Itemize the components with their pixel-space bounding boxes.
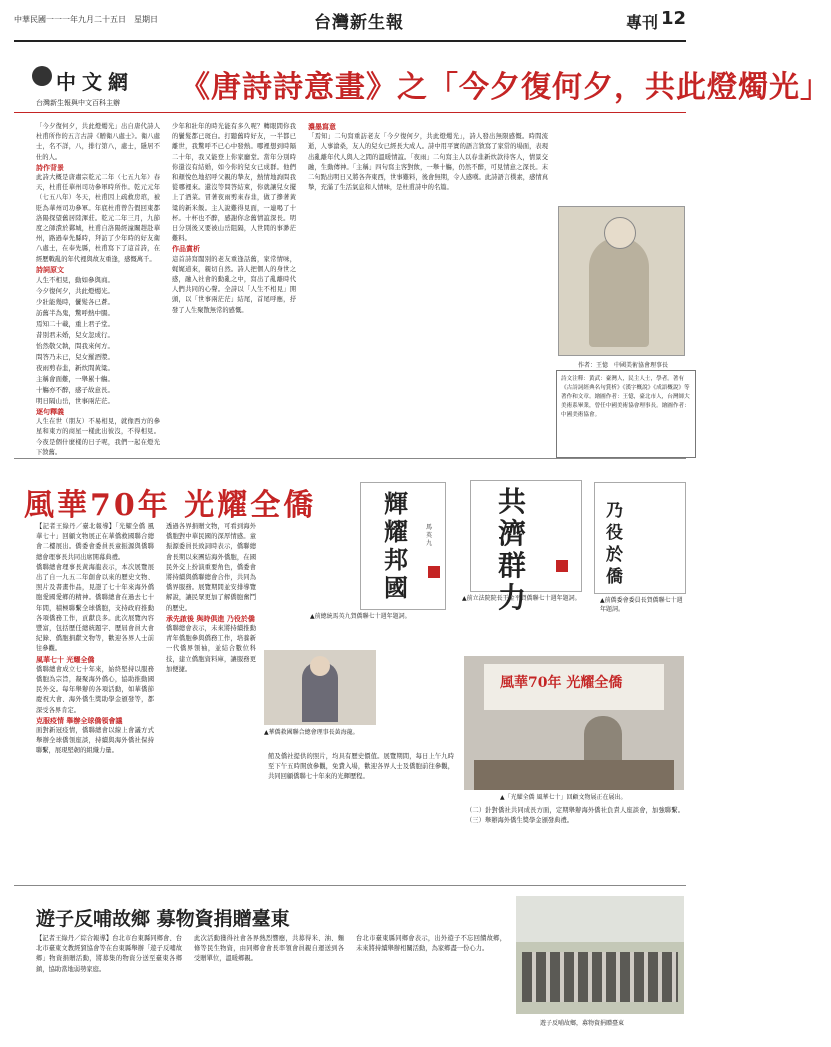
poem-text: 人生不相見，動如參與商。 今夕復何夕，共此燈燭光。 少壯能幾時，鬢髮各已蒼。 訪舊半為鬼，驚呼熱中腸。 焉知二十載，重上君子堂。 昔別君未婚，兒女忽成行。 怡然敬父執，問我來何方。 問答乃未已，兒女羅酒漿。 夜雨剪春韭，新炊間黃粱。 主稱會面難，一舉累十觴。 十觴亦不醉，感子故意長。 明日隔山岳，世事兩茫茫。 — [36, 276, 114, 406]
article2-col4-text: （二）針對僑社共同成長方面，定期舉辦海外僑社負責人座談會，加強聯繫。（三）舉辦海外僑生獎學金頒發典禮。 — [466, 807, 684, 825]
calligraphy-c: 乃役於僑 — [606, 501, 623, 587]
bio-text: 詩文注釋：黃武：臺灣人，民主人士，學者。著有《古詩詞經典名句賞析》《漢字概說》《成語概說》等著作和文章。繪圖作者：王憶，臺北市人，台灣師大美術系畢業，曾任中國美術協會理事長。繪圖作者：中國美術協會。 — [561, 376, 690, 418]
group-photo — [516, 896, 684, 1014]
subhead-appreciation: 作品賞析 — [172, 244, 200, 254]
explanation-text: 人生在世（朋友）不易相見，就像西方的參星和東方的商星一樣此出彼沒，不得相見。今夜是個什麼樣的日子呢，我們一起在燈光下敘舊。 — [36, 418, 160, 456]
calligraphy-a-sign: 馬英九 — [426, 524, 433, 547]
headline-rule — [14, 112, 686, 113]
page-number: 12 — [660, 8, 686, 29]
article3-col3 — [356, 934, 506, 1034]
article2-text3: 面對新冠疫情，僑聯總會以線上會議方式舉辦全球僑領座談，持續與海外僑社保持聯繫，展現堅韌的組織力量。 — [36, 727, 154, 755]
logo-name: 中文網 — [56, 70, 134, 94]
article1-col2 — [172, 122, 296, 452]
article2-col2 — [166, 522, 256, 878]
group-people — [522, 952, 678, 1002]
article1-col3 — [308, 122, 548, 452]
article1-intro: 「今夕復何夕，共此燈燭光」出自唐代詩人杜甫所作的五言古詩《贈衛八處士》。衛八處士，名不詳，八，排行第八，處士，隱居不仕的人。 — [36, 123, 160, 161]
calligraphy-b: 共濟群力 — [498, 485, 527, 614]
logo-sub: 台灣新生報與中文百科主辦 — [36, 99, 120, 107]
article2-col4 — [466, 806, 684, 880]
article1-col1 — [36, 122, 160, 456]
explanation-cont: 少年和壯年的時光能有多久呢？轉眼間你我的鬢髮都已斑白。打聽舊時好友，一半都已離世，我驚呼不已心中發熱。哪裡想到時隔二十年，我又能登上你家廳堂。當年分別時你還沒有結婚，如今你的兒女已成群。他們和顏悅色地招呼父親的摯友，熱情地詢問我從哪裡來。還沒等問答結束，你就讓兒女擺上了酒菜。冒著夜雨剪來春韭，做了摻著黃粱的新米飯。主人說難得見面，一連喝了十杯。十杯也不醉，感謝你念舊情誼深長。明日分別後又要被山岳阻隔，人世間的事渺茫難料。 — [172, 123, 296, 243]
photo2-caption: ▲華僑救國聯合總會理事長黃海龍。 — [264, 729, 359, 736]
article2-sub3: 承先啟後 與時俱進 乃役於僑 — [166, 613, 255, 623]
group-photo-caption: 遊子反哺故鄉，募物資捐贈臺東 — [540, 1020, 625, 1027]
article3-text2: 此次活動獲得社會各界熱烈響應，共募得米、油、麵條等民生物資，由同鄉會會長率領會員親自運送到各受贈單位，溫暖鄉親。 — [194, 935, 344, 963]
person-head — [310, 656, 330, 676]
article3-headline: 遊子反哺故鄉 募物資捐贈臺東 — [36, 908, 290, 930]
article3-text3: 台北市臺東縣同鄉會表示，出外遊子不忘回饋故鄉，未來將持續舉辦相關活動，為家鄉盡一份心力。 — [356, 935, 506, 953]
page-header — [14, 0, 686, 42]
photo3-caption: ▲「光耀全僑 風華七十」回顧文物展正在展出。 — [500, 794, 627, 801]
article3-col1 — [36, 934, 182, 1034]
logo-seal-icon — [32, 66, 52, 86]
sky — [516, 896, 684, 942]
subhead-poem: 詩詞原文 — [36, 264, 64, 274]
article2-col1 — [36, 522, 154, 878]
figure-head — [604, 217, 636, 249]
masthead: 台灣新生報 — [314, 13, 404, 33]
article3-col2 — [194, 934, 344, 1034]
display-table — [474, 760, 674, 790]
article2-col2-text: 透過各界捐贈文物，可看到海外僑胞對中華民國的深厚情感。童振源委員長致詞時表示，僑聯總會長期以來團結海外僑胞，在國民外交上扮演重要角色，僑委會將持續與僑聯總會合作，共同為僑界服務。展覽期間並安排導覽解說，讓民眾更加了解僑胞奮鬥的歷史。 — [166, 523, 256, 612]
painting-image — [558, 206, 685, 356]
article2-headline: 風華70年 光耀全僑 — [24, 488, 317, 523]
section-divider-2 — [14, 885, 686, 886]
caption-b: ▲前立法院院長王金平賀僑聯七十週年題詞。 — [462, 595, 581, 602]
caption-c: ▲前僑委會委員長賀僑聯七十週年題詞。 — [600, 597, 683, 613]
author-bio-box — [556, 370, 696, 458]
calligraphy-a: 輝耀邦國 — [384, 489, 408, 602]
section-divider — [14, 458, 686, 459]
seal-b-icon — [556, 560, 568, 572]
article2-col2b: 僑聯總會表示，未來將持續推動青年僑胞參與僑務工作，培養新一代僑界領袖，並結合數位科技，建立僑胞資料庫，讓服務更加便捷。 — [166, 625, 256, 673]
article3-text1: 【記者王綠丹／綜合報導】台北市台東縣同鄉會、台北市臺東文教經貿協會等在台東縣舉辦「遊子反哺故鄉」物資捐贈活動，將募集的物資分送至臺東各鄉鎮，協助當地弱勢家庭。 — [36, 935, 182, 973]
appreciation-text: 這首詩寫闊別的老友重逢話舊，家常情味，娓娓道來，親切自然。詩人把個人的身世之感，融入社會的動亂之中，寫出了亂離時代人們共同的心聲。全詩以「人生不相見」開頭，以「世事兩茫茫」結尾，首尾呼應，抒發了人生聚散無常的感慨。 — [172, 255, 296, 314]
ink-text: 「焉知」二句寫重訪老友「今夕復何夕，共此燈燭光」，詩人發出無限感慨。時間流逝，人事滄桑，友人的兒女已經長大成人。詩中用平實的語言敘寫了家常的場面，表現出亂離年代人與人之間的溫暖情誼。「夜雨」二句寫主人以春韭新炊款待客人，情景交融，生動傳神。「主稱」四句寫主客對飲，一舉十觴，仍然不醉，可見情意之深長。末二句點出明日又將各奔東西，世事難料，後會無期，令人感嘆。此詩語言樸素，感情真摯，充滿了生活氣息和人情味，是杜甫詩中的名篇。 — [308, 133, 548, 192]
zhongwenwang-logo — [36, 66, 136, 114]
section-name: 專刊 — [625, 13, 658, 32]
painting-caption: 作者：王憶 中國美術協會理事長 — [578, 362, 669, 369]
article2-sub2: 克服疫情 舉辦全球僑領會議 — [36, 715, 123, 725]
exhibition-photo — [464, 656, 684, 790]
background-text: 此詩大概是唐肅宗乾元二年（七五九年）春天，杜甫任華州司功參軍時所作。乾元元年（七五八年）冬天，杜甫因上疏救房琯，被貶為華州司功參軍。年底杜甫曾告假回東都洛陽探望舊居陸渾莊。乾元二年三月，九節度之師潰於鄴城，杜甫自洛陽經潼關趕赴華州，路過奉先縣時，拜訪了少年時的好友衛八處士，在奉先縣，杜甫寫下了這首詩，在經歷戰亂的年代裡與故友重逢，感慨萬千。 — [36, 174, 160, 263]
issue-date: 中華民國一一一年九月二十五日 星期日 — [14, 15, 158, 24]
subhead-background: 詩作背景 — [36, 162, 64, 172]
caption-a: ▲前總統馬英九賀僑聯七十週年題詞。 — [310, 613, 411, 620]
seal-a-icon — [428, 566, 440, 578]
article1-headline: 《唐詩詩意畫》之「今夕復何夕，共此燈燭光」 — [180, 70, 831, 105]
article2-lead: 【記者王綠丹／臺北報導】「光耀全僑 風華七十」回顧文物展正在華僑救國聯合總會二樓展出。僑委會委員長童振源與僑聯總會理事長共同出席開幕典禮。 — [36, 523, 154, 561]
article2-col3 — [268, 752, 454, 880]
article2-col3-text: 館及僑社提供的照片，均具有歷史價值。展覽期間，每日上午九時至下午五時開放參觀，免費入場，歡迎各界人士及僑胞前往參觀，共同回顧僑聯七十年來的光輝歷程。 — [268, 753, 454, 781]
article2-text2: 僑聯總會成立七十年來，始終堅持以服務僑胞為宗旨，凝聚海外僑心，協助推動國民外交。每年舉辦的各項活動，如華僑節慶祝大會、海外僑生獎助學金頒發等，都深受各界肯定。 — [36, 665, 154, 714]
subhead-explanation: 逐句釋義 — [36, 407, 64, 417]
figure-robe — [589, 237, 649, 347]
subhead-ink: 濃墨寫意 — [308, 122, 336, 131]
banner-text: 風華70年 光耀全僑 — [500, 675, 623, 691]
president-photo — [264, 650, 376, 725]
article2-text1: 僑聯總會理事長黃海龍表示，本次展覽展出了自一九五二年創會以來的歷史文物、照片及書畫作品，見證了七十年來海外僑胞愛國愛鄉的精神。僑聯總會在過去七十年間，積極聯繫全球僑胞，支持政府推動各項僑務工作，貢獻良多。此次展覽內容豐富，包括歷任總統題字、歷屆會員大會紀錄、僑胞捐獻文物等，歡迎各界人士前往參觀。 — [36, 563, 154, 653]
article2-sub1: 風華七十 光耀全僑 — [36, 654, 95, 664]
